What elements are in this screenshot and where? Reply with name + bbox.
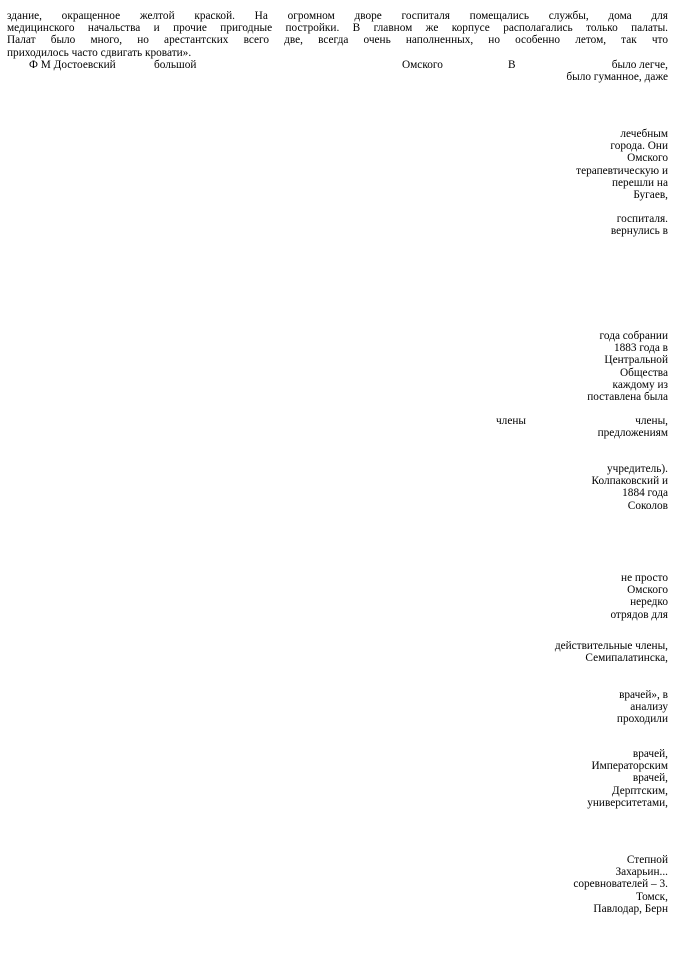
fragment-bylo-legche: было легче, — [611, 59, 668, 71]
column-line: Общества — [619, 366, 668, 379]
column-line: Соколов — [627, 499, 668, 512]
column-line: Томск, — [636, 890, 668, 903]
column-line: Центральной — [604, 354, 668, 367]
column-line: города. Они — [610, 140, 668, 153]
column-line: Императорским — [591, 760, 668, 773]
column-line: Колпаковский и — [591, 475, 668, 488]
right-column-block-4 — [498, 415, 668, 439]
column-line: врачей, — [632, 772, 668, 785]
right-column-block-1 — [498, 128, 668, 201]
column-line: учредитель). — [607, 463, 668, 475]
fragment-omskogo: Омского — [402, 59, 443, 71]
fragment-gumannoe: было гуманное, даже — [566, 71, 668, 83]
column-line: года собрании — [599, 330, 668, 342]
column-line: врачей», в — [619, 689, 668, 701]
column-line: госпиталя. — [616, 213, 668, 225]
column-line: 1883 года в — [613, 342, 668, 355]
column-line: поставлена была — [587, 391, 668, 404]
fragment-chleny: члены — [496, 415, 526, 427]
column-line: университетами, — [587, 796, 668, 809]
right-column-block-3 — [498, 330, 668, 403]
right-column-block-6 — [498, 572, 668, 621]
paragraph-line: приходилось часто сдвигать кровати». — [7, 46, 192, 59]
column-line: Павлодар, Берн — [593, 902, 668, 915]
column-line: предложениям — [597, 427, 668, 440]
right-column-block-10 — [498, 854, 668, 915]
column-line: проходили — [616, 713, 668, 726]
right-column-block-7 — [498, 640, 668, 664]
column-line: Дерптским, — [611, 784, 668, 797]
column-line: Бугаев, — [633, 189, 668, 202]
column-line: Омского — [627, 584, 668, 597]
column-line: отрядов для — [610, 608, 668, 621]
column-line: каждому из — [612, 378, 668, 391]
column-line: перешли на — [612, 176, 668, 189]
right-column-block-5 — [498, 463, 668, 512]
column-line: анализу — [630, 701, 668, 714]
column-line: вернулись в — [610, 225, 668, 238]
column-line: Омского — [627, 152, 668, 165]
column-line: лечебным — [620, 128, 668, 140]
column-line: нередко — [630, 596, 668, 609]
column-line: Захарьин... — [615, 866, 668, 879]
intro-paragraph — [7, 10, 668, 59]
fragment-v: В — [508, 59, 516, 71]
paragraph-line: здание, окращенное желтой краской. На огромном дворе госпиталя помещались службы, дома для — [7, 10, 668, 22]
column-line: соревнователей – 3. — [573, 878, 668, 891]
column-line: члены, — [635, 415, 668, 427]
fragment-author: Ф М Достоевский — [29, 59, 116, 71]
column-line: не просто — [621, 572, 668, 584]
column-line: врачей, — [632, 748, 668, 760]
paragraph-line: Палат было много, но арестантских всего две, всегда очень наполненных, но особенно летом, так что — [7, 34, 668, 47]
column-line: действительные члены, — [554, 640, 668, 652]
column-line: Семипалатинска, — [585, 652, 668, 665]
right-column-block-2 — [498, 213, 668, 237]
column-line: терапевтическую и — [576, 164, 668, 177]
column-line: Степной — [626, 854, 668, 866]
column-line: 1884 года — [622, 487, 668, 500]
right-column-block-9 — [498, 748, 668, 809]
fragment-bolshoi: большой — [154, 59, 197, 71]
paragraph-line: медицинского начальства и прочие пригодные постройки. В главном же корпусе располагались только палаты. — [7, 22, 668, 35]
right-column-block-8 — [498, 689, 668, 726]
